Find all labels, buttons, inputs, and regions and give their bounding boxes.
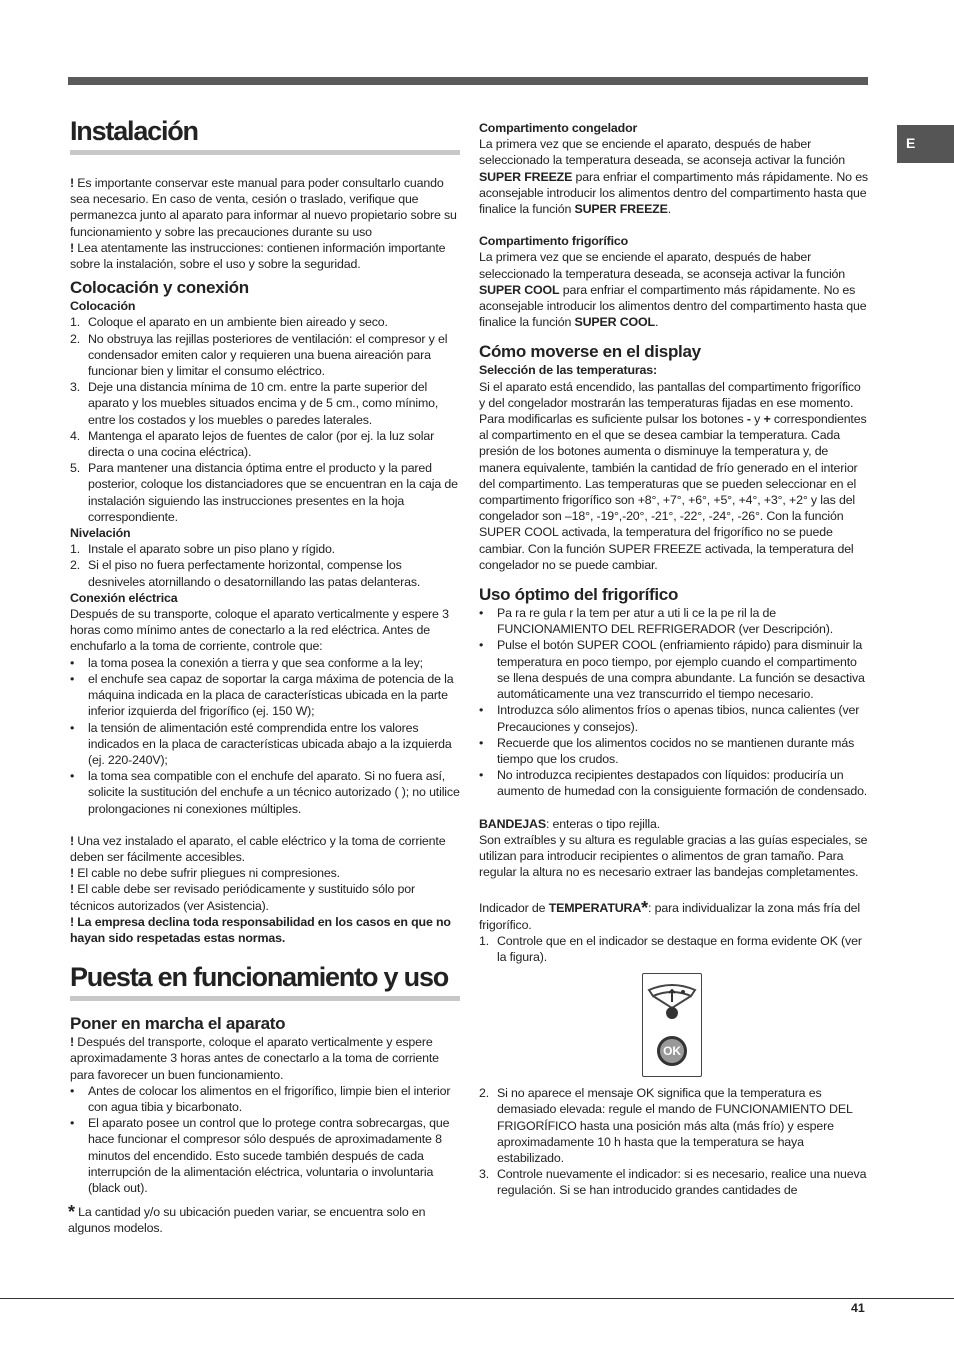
heading-poner-en-marcha: Poner en marcha el aparato [70,1014,286,1034]
bandejas-paragraph: Son extraíbles y su altura es regulable gracias a las guías especiales, se utilizan para introducir recipientes o alimentos de gran tamaño. Para regular la altura no es necesario extraer las bandejas completamentes. [479,832,868,880]
text: La primera vez que se enciende el aparato, después de haber seleccionado la temperatura deseada, se aconseja activar la función [479,250,846,281]
colocacion-list [70,314,460,525]
list-item [70,1115,460,1196]
display-paragraph [479,379,869,573]
temperature-indicator-figure [642,973,702,1077]
warning-text: El cable no debe sufrir pliegues ni compresiones. [73,866,340,881]
list-item-text: la tensión de alimentación esté comprendida entre los valores indicados en la placa de características ubicada abajo a la izquierda (ej. 220-240V); [88,720,452,767]
intro-text-2: Lea atentamente las instrucciones: contienen información importante sobre la instalación, sobre el uso y sobre la seguridad. [70,240,446,272]
list-item [70,331,460,380]
list-marker: • [479,703,484,718]
frigorifico-paragraph [479,249,869,330]
text: : para individualizar la zona más fría del frigorífico. [479,901,861,932]
text: y [750,412,764,427]
language-tab [897,125,954,163]
list-item-text: Pa ra re gula r la tem per atur a uti li ce la pe ril la de FUNCIONAMIENTO DEL REFRIGERADOR (ver Descripción). [497,606,834,637]
bold-text: SUPER FREEZE [479,169,573,184]
list-marker: • [70,720,75,735]
right-column [479,120,869,1199]
congelador-paragraph [479,136,869,217]
poner-list [70,1083,460,1196]
warning-mark: ! [70,833,74,848]
warning-mark: ! [70,176,74,190]
top-rule [68,77,868,85]
list-item [70,768,460,817]
bold-text: BANDEJAS [479,816,546,831]
list-item [479,1085,869,1166]
list-item-text: Mantenga el aparato lejos de fuentes de calor (por ej. la luz solar directa o una cocina eléctrica). [88,428,435,460]
intro-text-1: Es importante conservar este manual para poder consultarlo cuando sea necesario. En caso de venta, cesión o traslado, verifique que permanezca junto al aparato para informar al nuevo propietario sobre su funcionamiento y sobre las precauciones durante su uso [70,176,457,239]
footnote-text: La cantidad y/o su ubicación pueden variar, se encuentra solo en algunos modelos. [68,1205,426,1236]
text: Indicador de [479,901,549,916]
text: para enfriar el compartimento más rápidamente. No es aconsejable introducir los alimentos dentro del compartimento hasta que finalice la función [479,282,867,330]
intro-paragraph-1 [70,175,460,240]
list-marker: 1. [479,933,490,948]
bold-text: SUPER FREEZE [574,202,668,217]
list-marker: 3. [479,1167,490,1182]
warning-mark: ! [70,866,74,881]
list-item-text: No obstruya las rejillas posteriores de ventilación: el compresor y el condensador emiten calor y requieren una buena aireación para funcionar bien y limitar el consumo eléctrico. [88,331,448,379]
list-item-text: Coloque el aparato en un ambiente bien aireado y seco. [88,315,388,330]
list-item-text: Pulse el botón SUPER COOL (enfriamiento rápido) para disminuir la temperatura en poco tiempo, por ejemplo cuando el compartimento se llena después de una compra abundante. La función se desactiva automáticamente una vez transcurrido el tiempo necesario. [497,638,865,702]
list-item-text: Si no aparece el mensaje OK significa que la temperatura es demasiado elevada: regule el mando de FUNCIONAMIENTO DEL FRIGORÍFICO hasta una posición más alta (más frío) y espere aproximadamente 10 h hasta que la temperatura se haya estabilizado. [497,1086,853,1165]
title-puesta-en-funcionamiento: Puesta en funcionamiento y uso [70,962,460,1001]
language-tab-letter: E [906,135,916,151]
temperatura-paragraph [479,900,869,932]
conexion-list [70,655,460,817]
list-item [479,702,869,734]
list-item [70,428,460,460]
list-item-text: Deje una distancia mínima de 10 cm. entre la parte superior del aparato y los muebles situados encima y de 5 cm., como mínimo, entre los costados y los muebles o paredes laterales. [88,380,439,427]
poner-paragraph [70,1034,460,1083]
warning-mark: ! [70,882,74,897]
snowflake-drop-icon [643,974,701,1030]
list-item [70,671,460,720]
list-item [70,1083,460,1115]
list-marker: • [70,1116,75,1131]
bold-text: TEMPERATURA [548,901,642,916]
list-marker: 5. [70,461,81,476]
text: correspondientes al compartimento en el que se desea cambiar la temperatura. Cada presión de los botones aumenta o disminuye la temperatura y, de manera equivalente, también la cantidad de frío generado en el interior del compartimento. Las temperaturas que se pueden seleccionar en el compartimento frigorífico son +8°, +7°, +6°, +5°, +4°, +3°, +2° y las del congelador son –18°, -19°,-20°, -21°, -22°, -24°, -26°. Con la función SUPER COOL activada, la temperatura del frigorífico no se puede cambiar. Con la función SUPER FREEZE activada, la temperatura del congelador no se puede cambiar. [479,412,867,572]
list-item-text: Para mantener una distancia óptima entre el producto y la pared posterior, coloque los distanciadores que se encuentran en la caja de instalación siguiendo las instrucciones presentes en la hoja correspondiente. [88,461,458,524]
poner-text: Después del transporte, coloque el aparato verticalmente y espere aproximadamente 3 horas antes de conectarlo a la toma de corriente para favorecer un buen funcionamiento. [70,1035,439,1082]
heading-congelador: Compartimento congelador [479,121,638,135]
list-marker: • [70,671,75,686]
bold-text: SUPER COOL [479,282,560,297]
list-item [70,720,460,769]
ok-label: OK [663,1044,681,1059]
asterisk-mark: * [641,898,648,919]
heading-display: Cómo moverse en el display [479,342,701,362]
list-marker: • [479,638,484,653]
list-marker: 2. [70,331,81,346]
list-marker: 1. [70,315,81,330]
heading-conexion-electrica: Conexión eléctrica [70,590,178,605]
warning-mark: ! [70,1035,74,1050]
text: para enfriar el compartimento más rápidamente. No es aconsejable introducir los alimentos dentro del compartimento hasta que finalice la función [479,169,868,217]
list-marker: • [479,735,484,750]
text: : enteras o tipo rejilla. [545,816,660,831]
list-marker: • [479,606,484,621]
list-item [70,655,460,671]
list-item-text: Si el piso no fuera perfectamente horizontal, compense los desniveles atornillando o desatornillando las patas delanteras. [88,558,421,589]
heading-colocacion-conexion: Colocación y conexión [70,278,249,298]
list-item-text: la toma sea compatible con el enchufe del aparato. Si no fuera así, solicite la sustitución del enchufe a un técnico autorizado ( ); no utilice prolongaciones ni conexiones múltiples. [88,769,460,816]
footer-rule [0,1298,954,1299]
list-marker: 1. [70,542,81,557]
list-item-text: No introduzca recipientes destapados con líquidos: produciría un aumento de humedad con la consiguiente formación de condensado. [497,768,868,799]
list-marker: 4. [70,428,81,443]
plus-icon: + [763,412,771,427]
list-item-text: Antes de colocar los alimentos en el frigorífico, limpie bien el interior con agua tibia y bicarbonato. [88,1083,451,1114]
conexion-paragraph: Después de su transporte, coloque el aparato verticalmente y espere 3 horas como mínimo antes de conectarlo a la red eléctrica. Antes de enchufarlo a la toma de corriente, controle que: [70,607,449,654]
list-item-text: Recuerde que los alimentos cocidos no se mantienen durante más tiempo que los crudos. [497,735,855,766]
list-marker: • [70,769,75,784]
title-instalacion: Instalación [70,116,460,155]
left-column [70,116,460,1237]
list-item [479,767,869,799]
warning-1 [70,833,460,865]
list-item-text: Instale el aparato sobre un piso plano y rígido. [88,542,335,557]
bold-text: SUPER COOL [574,315,655,330]
heading-uso-optimo: Uso óptimo del frigorífico [479,585,679,605]
temperatura-list-1 [479,933,869,965]
list-item [479,735,869,767]
list-item [70,557,460,589]
intro-paragraph-2 [70,240,460,272]
text: . [654,315,659,330]
heading-nivelacion: Nivelación [70,526,131,541]
list-item [479,637,869,702]
list-item [70,541,460,557]
list-item-text: El aparato posee un control que lo protege contra sobrecargas, que hace funcionar el compresor sólo después de aproximadamente 8 minutos del encendido. Esto sucede también después de cada interrupción de la alimentación eléctrica, voluntaria o involuntaria (black out). [88,1116,450,1195]
nivelacion-list [70,541,460,590]
list-item-text: Introduzca sólo alimentos fríos o apenas tibios, nunca calientes (ver Precauciones y consejos). [497,703,860,734]
list-item-text: la toma posea la conexión a tierra y que sea conforme a la ley; [88,655,423,670]
uso-list [479,605,869,799]
heading-frigorifico: Compartimento frigorífico [479,234,629,249]
footnote [68,1204,460,1236]
list-marker: • [479,768,484,783]
text: . [667,202,672,217]
list-marker: 2. [70,558,81,573]
list-item-text: Controle que en el indicador se destaque en forma evidente OK (ver la figura). [497,933,862,964]
list-item [479,1166,869,1198]
list-marker: • [70,1083,75,1098]
warning-2 [70,865,460,881]
list-item [479,605,869,637]
minus-icon: - [746,412,751,427]
heading-seleccion: Selección de las temperaturas: [479,363,657,378]
list-item [479,933,869,965]
warning-3 [70,881,460,913]
warning-text: Una vez instalado el aparato, el cable eléctrico y la toma de corriente deben ser fácilmente accesibles. [70,833,446,864]
text: Si el aparato está encendido, las pantallas del compartimento frigorífico y del congelador mostrarán las temperaturas fijadas en ese momento. Para modificarlas es suficiente pulsar los botones [479,379,861,427]
warning-mark: ! [70,240,74,255]
bandejas-line [479,816,869,832]
list-item [70,314,460,330]
asterisk-mark: * [68,1202,75,1223]
ok-indicator [657,1036,687,1066]
list-marker: • [70,655,75,670]
list-item [70,460,460,525]
warning-4 [70,914,460,946]
list-item-text: el enchufe sea capaz de soportar la carga máxima de potencia de la máquina indicada en la placa de características ubicada en la parte inferior izquierda del frigorífico (ej. 150 W); [88,671,454,719]
list-item [70,379,460,428]
list-marker: 3. [70,380,81,395]
list-marker: 2. [479,1086,490,1101]
text: La primera vez que se enciende el aparato, después de haber seleccionado la temperatura deseada, se aconseja activar la función [479,137,846,168]
warning-text-bold: ! La empresa declina toda responsabilidad en los casos en que no hayan sido respetadas estas normas. [70,914,451,945]
heading-colocacion: Colocación [70,299,136,314]
list-item-text: Controle nuevamente el indicador: si es necesario, realice una nueva regulación. Si se han introducido grandes cantidades de [497,1167,867,1198]
page-number: 41 [851,1301,865,1315]
temperatura-list-2 [479,1085,869,1198]
warning-text: El cable debe ser revisado periódicamente y sustituido sólo por técnicos autorizados (ver Asistencia). [70,882,415,913]
